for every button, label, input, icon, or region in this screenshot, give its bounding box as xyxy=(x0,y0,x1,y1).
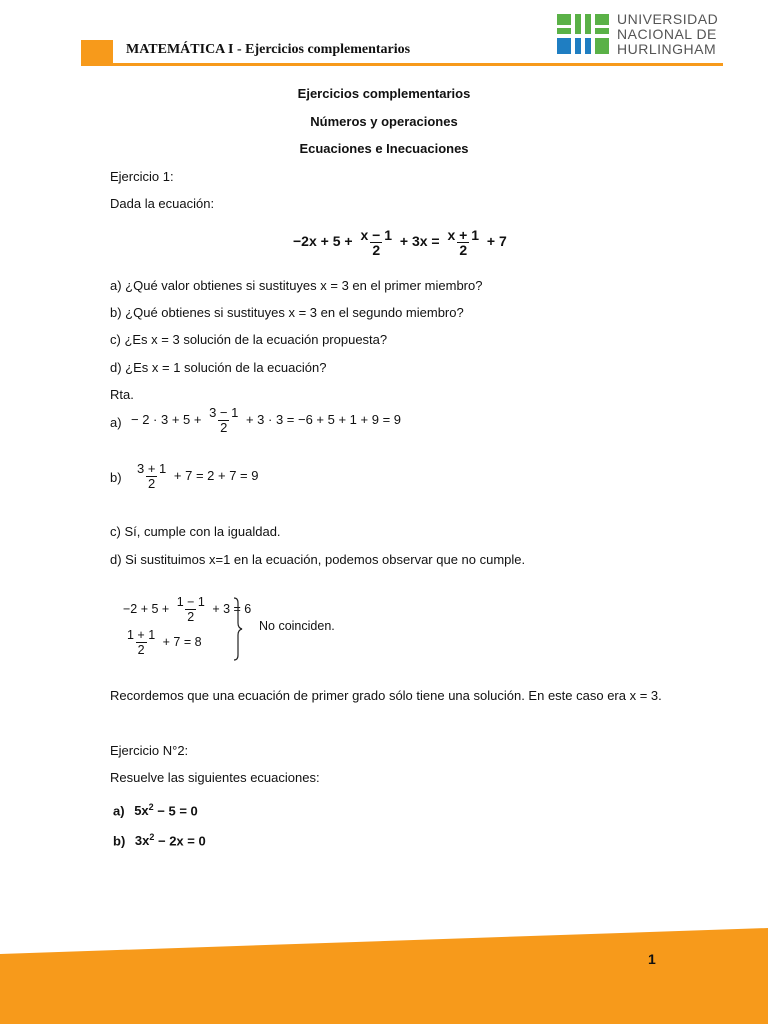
eq-part: + 3x = xyxy=(395,233,444,250)
university-logo-icon xyxy=(557,14,609,54)
eq-fraction xyxy=(445,228,481,257)
expr-fraction xyxy=(207,406,240,435)
item-base: 5x xyxy=(134,803,149,819)
answer-c: c) Sí, cumple con la igualdad. xyxy=(110,524,281,539)
answer-b-expression xyxy=(133,462,258,491)
expr-fraction xyxy=(125,628,157,657)
question-b: b) ¿Qué obtienes si sustituyes x = 3 en el segundo miembro? xyxy=(110,305,464,320)
doc-subtitle-ecuaciones: Ecuaciones e Inecuaciones xyxy=(299,141,469,156)
item-exponent: 2 xyxy=(148,802,154,812)
answer-b-label: b) xyxy=(110,470,122,485)
curly-brace-icon xyxy=(232,597,244,661)
doc-title: Ejercicios complementarios xyxy=(297,86,471,101)
expr-part: + 7 = 8 xyxy=(159,634,202,649)
header-title: MATEMÁTICA I - Ejercicios complementarios xyxy=(126,42,411,57)
doc-subtitle-numeros: Números y operaciones xyxy=(310,114,458,129)
exercise-1-heading: Ejercicio 1: xyxy=(110,169,174,184)
item-rest: − 2x = 0 xyxy=(154,833,206,849)
expr-part: + 3 · 3 = −6 + 5 + 1 + 9 = 9 xyxy=(242,411,402,427)
check-note: No coinciden. xyxy=(259,619,335,633)
fraction-numerator: 1 − 1 xyxy=(176,595,205,609)
main-equation xyxy=(293,228,507,257)
expr-part: + 3 = 6 xyxy=(208,601,252,616)
answer-a-expression xyxy=(131,406,401,435)
logo-line: UNIVERSIDAD xyxy=(617,11,719,27)
first-degree-note: Recordemos que una ecuación de primer grado sólo tiene una solución. En este caso era x = 3. xyxy=(110,688,662,703)
eq-fraction xyxy=(358,228,394,257)
exercise-2-intro: Resuelve las siguientes ecuaciones: xyxy=(110,770,320,785)
logo-line: HURLINGHAM xyxy=(617,41,717,57)
answer-d: d) Si sustituimos x=1 en la ecuación, podemos observar que no cumple. xyxy=(110,552,526,567)
university-logo-text xyxy=(617,12,718,57)
fraction-denominator: 2 xyxy=(148,476,156,491)
expr-part: −2 + 5 + xyxy=(123,601,173,616)
exercise-2-item-b xyxy=(113,832,206,848)
fraction-numerator: 3 − 1 xyxy=(209,405,239,420)
expr-fraction xyxy=(175,595,207,624)
item-label: a) xyxy=(113,803,125,819)
fraction-denominator: 2 xyxy=(137,643,145,657)
header-accent-block xyxy=(81,40,113,65)
fraction-denominator: 2 xyxy=(220,420,228,435)
exercise-1-intro: Dada la ecuación: xyxy=(110,196,215,211)
check-line-2 xyxy=(123,628,202,657)
expr-fraction xyxy=(135,462,168,491)
question-d: d) ¿Es x = 1 solución de la ecuación? xyxy=(110,360,327,375)
fraction-denominator: 2 xyxy=(187,610,195,624)
eq-part: + 7 xyxy=(483,233,507,250)
footer-band xyxy=(0,928,768,1024)
expr-part: + 7 = 2 + 7 = 9 xyxy=(170,467,259,483)
header-rule xyxy=(81,63,723,66)
answer-label: Rta. xyxy=(110,387,134,402)
question-c: c) ¿Es x = 3 solución de la ecuación propuesta? xyxy=(110,332,388,347)
answer-a-label: a) xyxy=(110,415,122,430)
question-a: a) ¿Qué valor obtienes si sustituyes x = 3 en el primer miembro? xyxy=(110,278,483,293)
item-exponent: 2 xyxy=(149,832,155,842)
fraction-numerator: x − 1 xyxy=(360,227,392,243)
exercise-2-heading: Ejercicio N°2: xyxy=(110,743,189,758)
eq-part: −2x + 5 + xyxy=(293,233,357,250)
fraction-numerator: x + 1 xyxy=(447,227,479,243)
fraction-numerator: 3 + 1 xyxy=(137,461,167,476)
fraction-denominator: 2 xyxy=(372,242,381,258)
fraction-denominator: 2 xyxy=(459,242,468,258)
fraction-numerator: 1 + 1 xyxy=(127,628,156,642)
logo-line: NACIONAL DE xyxy=(617,26,717,42)
exercise-2-item-a xyxy=(113,802,198,818)
item-base: 3x xyxy=(134,833,150,849)
item-rest: − 5 = 0 xyxy=(153,803,198,819)
expr-part: − 2 · 3 + 5 + xyxy=(131,411,206,427)
item-label: b) xyxy=(113,833,126,849)
page-number: 1 xyxy=(648,951,656,967)
